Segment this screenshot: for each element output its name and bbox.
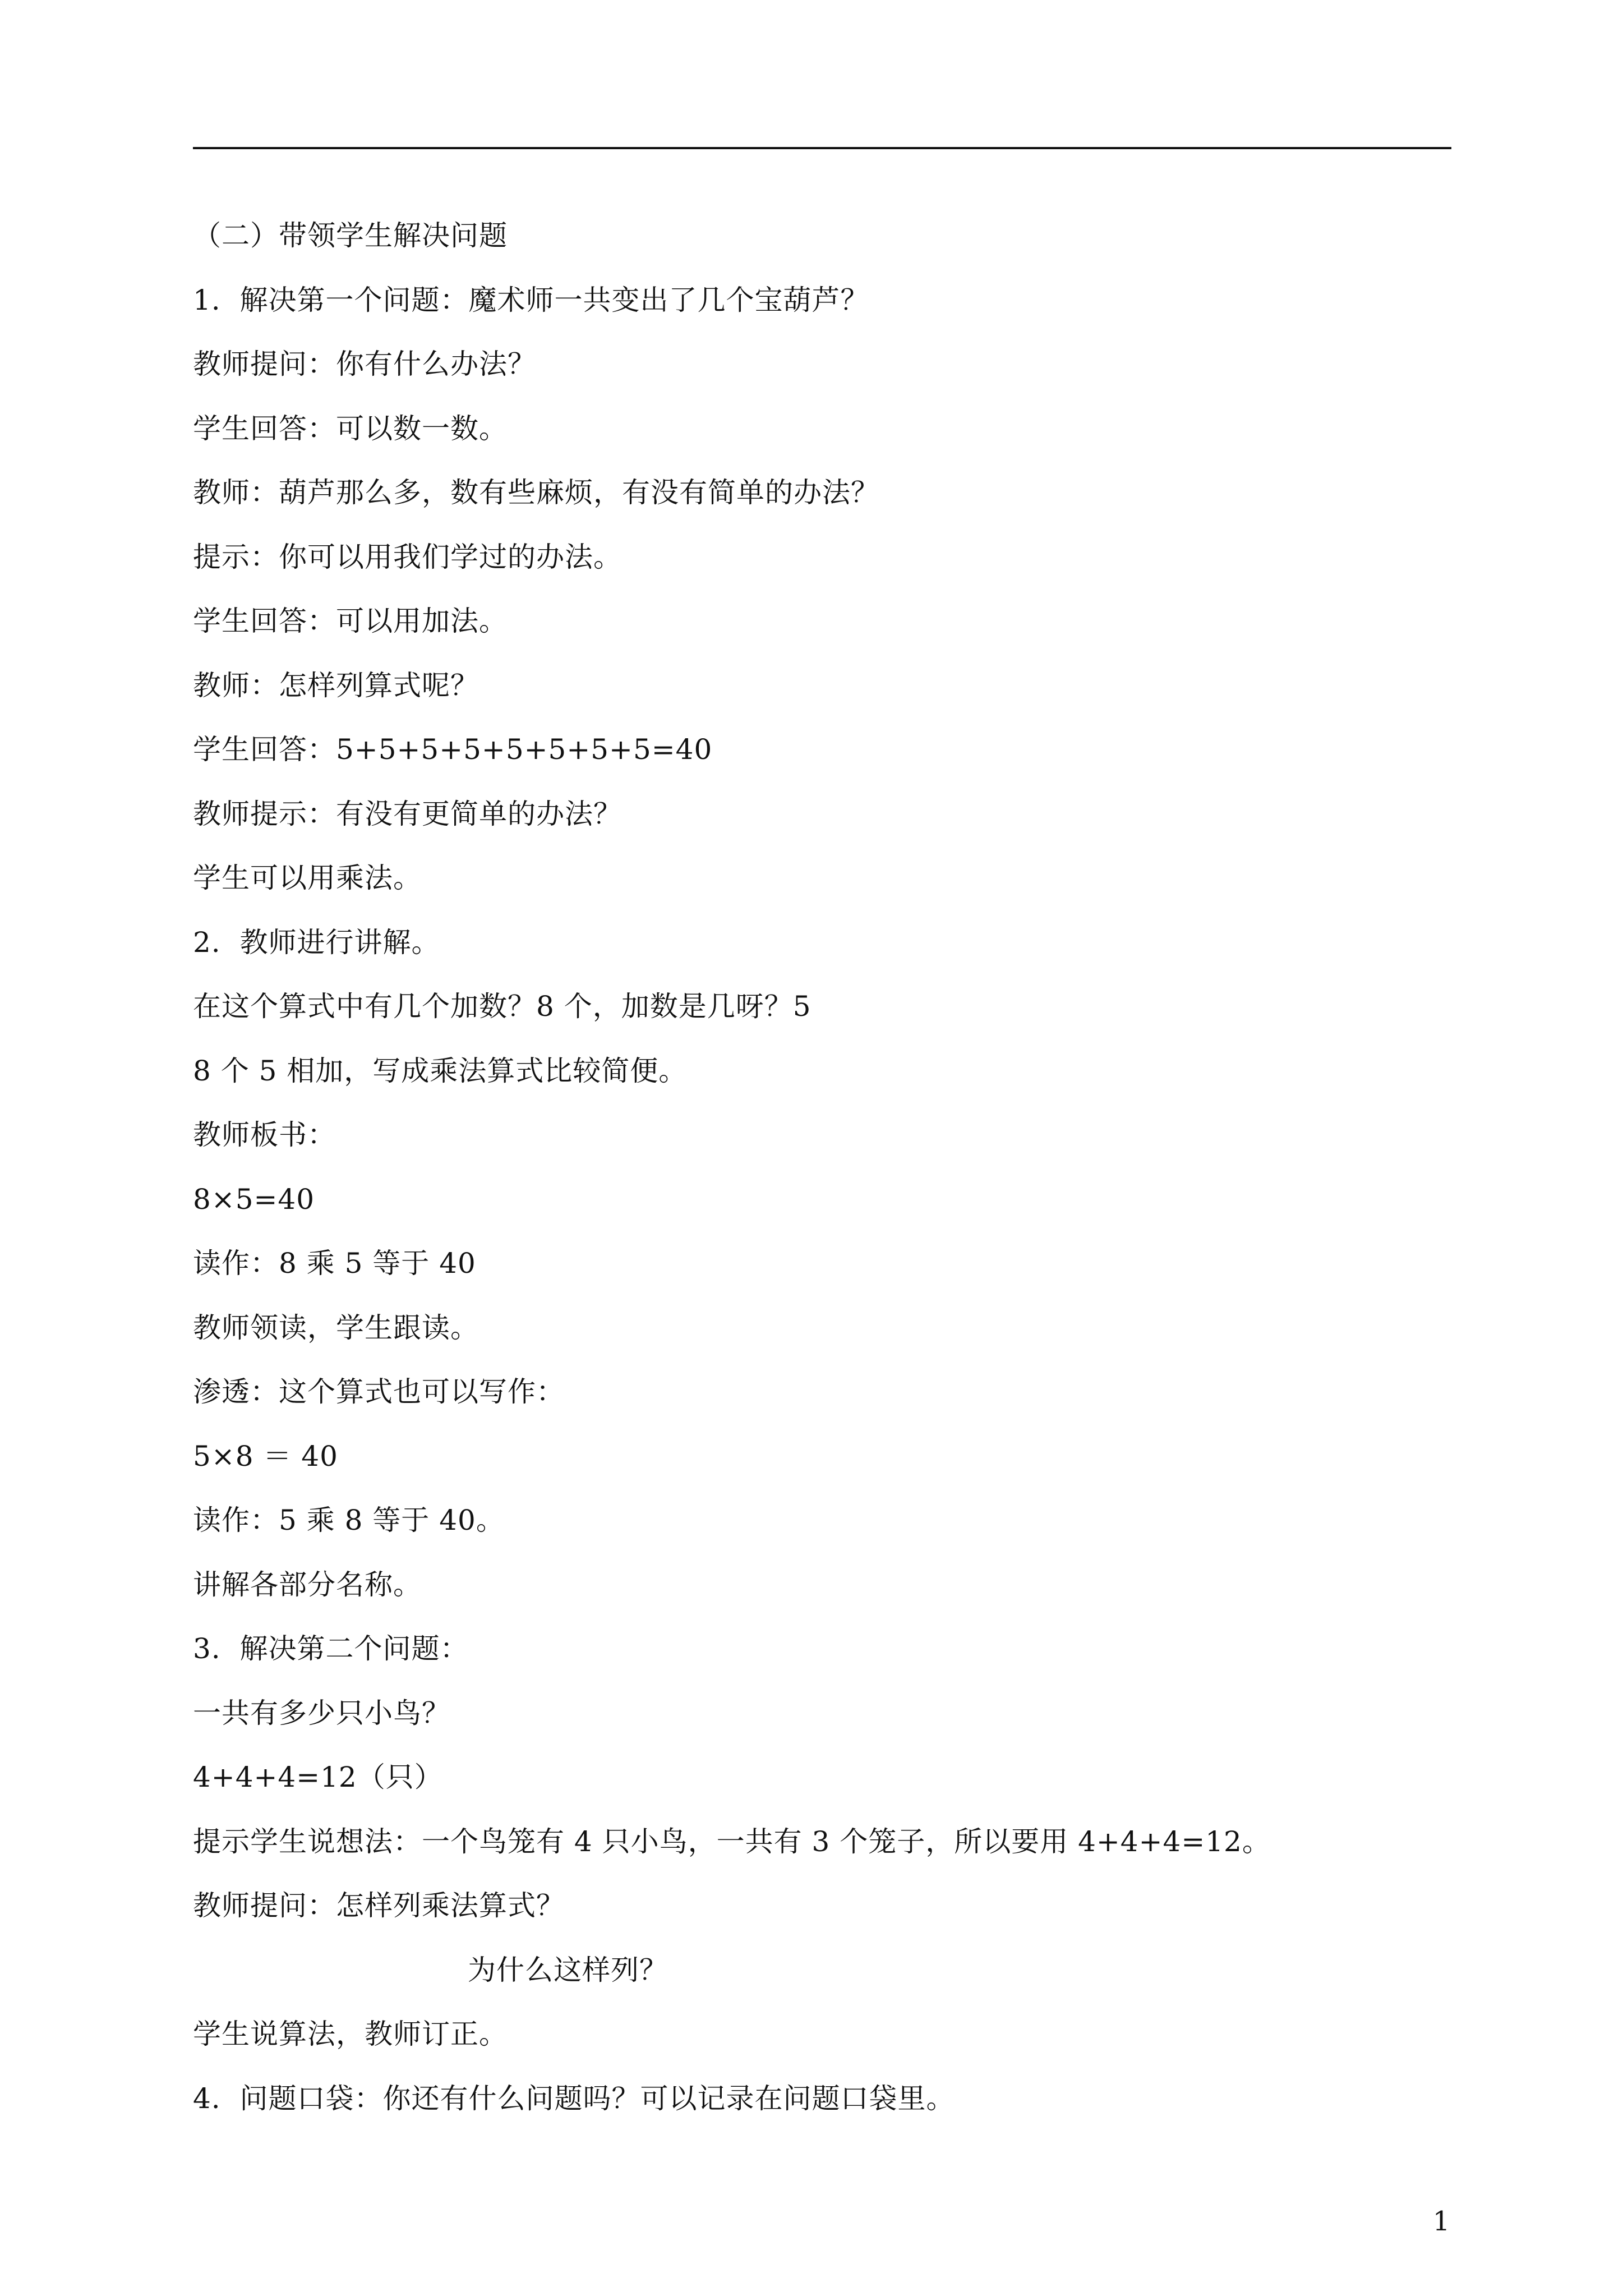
text-line: 2. 教师进行讲解。 [193, 926, 440, 959]
text-line: 教师领读，学生跟读。 [193, 1311, 479, 1344]
text-line: 教师提问：你有什么办法？ [193, 348, 536, 380]
text-line: 3. 解决第二个问题： [193, 1632, 469, 1665]
equation-line: 4+4+4=12（只） [193, 1761, 443, 1793]
text-line: 1. 解决第一个问题：魔术师一共变出了几个宝葫芦？ [193, 283, 869, 316]
text-line: 4. 问题口袋：你还有什么问题吗？可以记录在问题口袋里。 [193, 2082, 955, 2115]
section-heading: （二）带领学生解决问题 [193, 219, 508, 252]
text-line: 渗透：这个算式也可以写作： [193, 1375, 565, 1408]
document-body [193, 213, 1451, 2140]
text-line: 学生回答：可以数一数。 [193, 412, 508, 445]
text-line: 教师：怎样列算式呢？ [193, 669, 479, 702]
text-line-indented: 为什么这样列？ [468, 1953, 668, 1986]
text-line: 教师：葫芦那么多，数有些麻烦，有没有简单的办法？ [193, 476, 879, 509]
equation-line: 8×5=40 [193, 1182, 315, 1216]
text-line: 学生回答：可以用加法。 [193, 605, 508, 637]
text-line: 讲解各部分名称。 [193, 1568, 422, 1601]
header-rule [193, 147, 1451, 149]
text-line: 一共有多少只小鸟？ [193, 1696, 450, 1729]
text-line: 在这个算式中有几个加数？8 个，加数是几呀？5 [193, 990, 811, 1023]
equation-line: 5×8 ＝ 40 [193, 1439, 338, 1473]
text-line: 提示学生说想法：一个鸟笼有 4 只小鸟，一共有 3 个笼子，所以要用 4+4+4=12。 [193, 1825, 1271, 1858]
text-line: 学生回答：5+5+5+5+5+5+5+5=40 [193, 733, 713, 766]
text-line: 教师提示：有没有更简单的办法？ [193, 797, 622, 830]
text-line: 教师板书： [193, 1119, 336, 1151]
text-line: 学生说算法，教师订正。 [193, 2018, 508, 2050]
text-line: 读作：5 乘 8 等于 40。 [193, 1504, 505, 1536]
text-line: 学生可以用乘法。 [193, 862, 422, 894]
text-line: 读作：8 乘 5 等于 40 [193, 1247, 476, 1280]
text-line: 提示：你可以用我们学过的办法。 [193, 540, 622, 573]
page-number: 1 [1432, 2206, 1450, 2237]
text-line: 8 个 5 相加，写成乘法算式比较简便。 [193, 1054, 688, 1087]
text-line: 教师提问：怎样列乘法算式？ [193, 1889, 565, 1922]
